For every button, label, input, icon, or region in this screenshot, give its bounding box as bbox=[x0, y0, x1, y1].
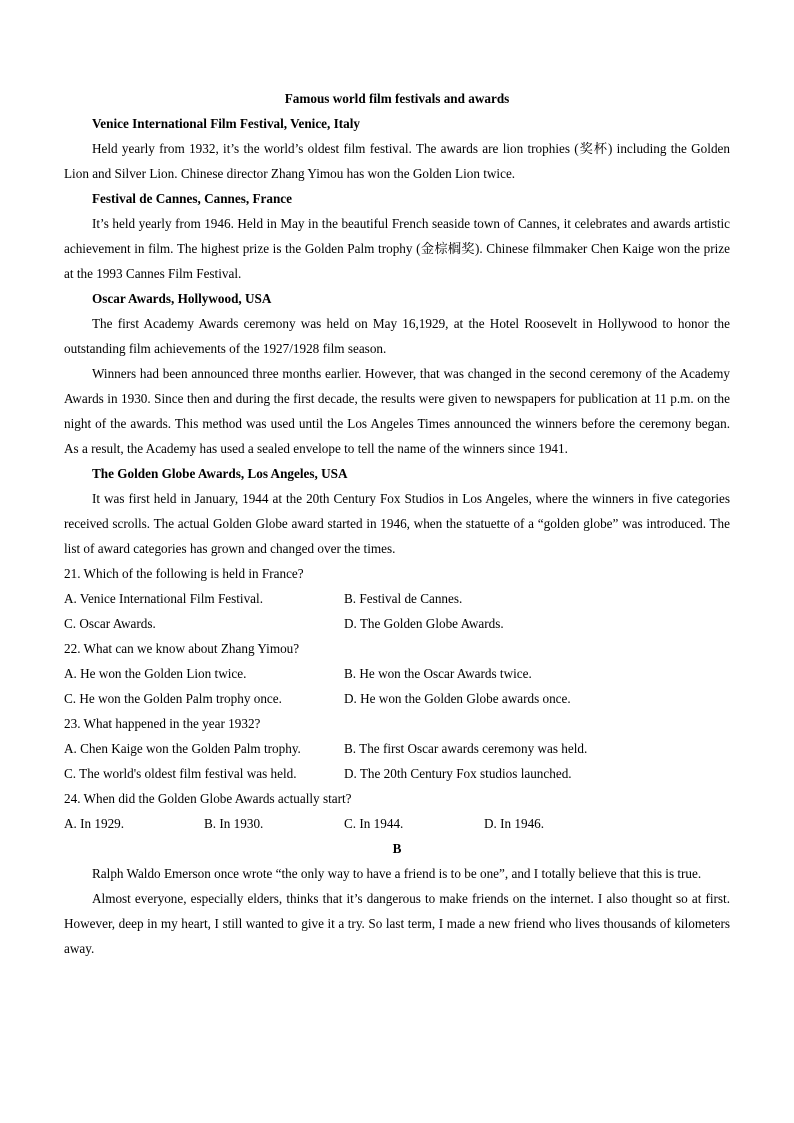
paragraph: Ralph Waldo Emerson once wrote “the only way to have a friend is to be one”, and I totally believe that this is true. bbox=[92, 866, 702, 881]
question-text: 22. What can we know about Zhang Yimou? bbox=[64, 641, 300, 656]
option-b: B. The first Oscar awards ceremony was held. bbox=[344, 741, 588, 756]
options-row bbox=[64, 736, 730, 761]
question-text: 23. What happened in the year 1932? bbox=[64, 716, 261, 731]
page-title: Famous world film festivals and awards bbox=[284, 91, 510, 106]
section-heading: Festival de Cannes, Cannes, France bbox=[92, 191, 293, 206]
paragraph: It’s held yearly from 1946. Held in May in the beautiful French seaside town of Cannes, it celebrates and awards artistic achievement in film. The highest prize is the Golden Palm trophy (金棕榈奖). Chinese filmmaker Chen Kaige won the prize at the 1993 Cannes Film Festival. bbox=[64, 216, 730, 281]
paragraph: It was first held in January, 1944 at the 20th Century Fox Studios in Los Angeles, where the winners in five categories received scrolls. The actual Golden Globe award started in 1946, when the statuette of a “golden globe” was introduced. The list of award categories has grown and changed over the times. bbox=[64, 491, 730, 556]
section-heading: Oscar Awards, Hollywood, USA bbox=[92, 291, 272, 306]
option-a: A. Venice International Film Festival. bbox=[64, 591, 263, 606]
options-row bbox=[64, 661, 730, 686]
paragraph: Almost everyone, especially elders, thinks that it’s dangerous to make friends on the internet. I also thought so at first. However, deep in my heart, I still wanted to give it a try. So last term, I made a new friend who lives thousands of kilometers away. bbox=[64, 891, 730, 956]
option-d: D. The 20th Century Fox studios launched. bbox=[344, 766, 572, 781]
section-heading: The Golden Globe Awards, Los Angeles, USA bbox=[92, 466, 348, 481]
option-b: B. Festival de Cannes. bbox=[344, 591, 463, 606]
option-d: D. In 1946. bbox=[484, 816, 545, 831]
options-row bbox=[64, 686, 730, 711]
option-a: A. In 1929. bbox=[64, 816, 125, 831]
option-c: C. Oscar Awards. bbox=[64, 616, 156, 631]
options-row bbox=[64, 611, 730, 636]
section-venice bbox=[64, 111, 730, 186]
question-text: 24. When did the Golden Globe Awards actually start? bbox=[64, 791, 352, 806]
paragraph: Held yearly from 1932, it’s the world’s oldest film festival. The awards are lion trophies (奖杯) including the Golden Lion and Silver Lion. Chinese director Zhang Yimou has won the Golden Lion twice. bbox=[64, 141, 730, 181]
option-c: C. In 1944. bbox=[344, 816, 404, 831]
question-23 bbox=[64, 711, 730, 786]
question-21 bbox=[64, 561, 730, 636]
option-a: A. He won the Golden Lion twice. bbox=[64, 666, 247, 681]
question-24 bbox=[64, 786, 730, 836]
section-golden-globe bbox=[64, 461, 730, 561]
paragraph: Winners had been announced three months earlier. However, that was changed in the second ceremony of the Academy Awards in 1930. Since then and during the first decade, the results were given to newspapers for publication at 11 p.m. on the night of the awards. This method was used until the Los Angeles Times announced the winners before the ceremony began. As a result, the Academy has used a sealed envelope to tell the name of the winners since 1941. bbox=[64, 366, 730, 456]
document-page bbox=[64, 86, 730, 961]
question-text: 21. Which of the following is held in France? bbox=[64, 566, 304, 581]
option-c: C. He won the Golden Palm trophy once. bbox=[64, 691, 282, 706]
section-b-label: B bbox=[392, 841, 402, 856]
option-b: B. In 1930. bbox=[204, 816, 264, 831]
option-c: C. The world's oldest film festival was held. bbox=[64, 766, 297, 781]
question-22 bbox=[64, 636, 730, 711]
option-d: D. The Golden Globe Awards. bbox=[344, 616, 504, 631]
options-row bbox=[64, 586, 730, 611]
options-row bbox=[64, 761, 730, 786]
options-row bbox=[64, 811, 730, 836]
paragraph: The first Academy Awards ceremony was held on May 16,1929, at the Hotel Roosevelt in Hollywood to honor the outstanding film achievements of the 1927/1928 film season. bbox=[64, 316, 730, 356]
option-a: A. Chen Kaige won the Golden Palm trophy. bbox=[64, 741, 301, 756]
section-oscar bbox=[64, 286, 730, 461]
option-b: B. He won the Oscar Awards twice. bbox=[344, 666, 532, 681]
section-heading: Venice International Film Festival, Venice, Italy bbox=[92, 116, 361, 131]
option-d: D. He won the Golden Globe awards once. bbox=[344, 691, 571, 706]
section-cannes bbox=[64, 186, 730, 286]
